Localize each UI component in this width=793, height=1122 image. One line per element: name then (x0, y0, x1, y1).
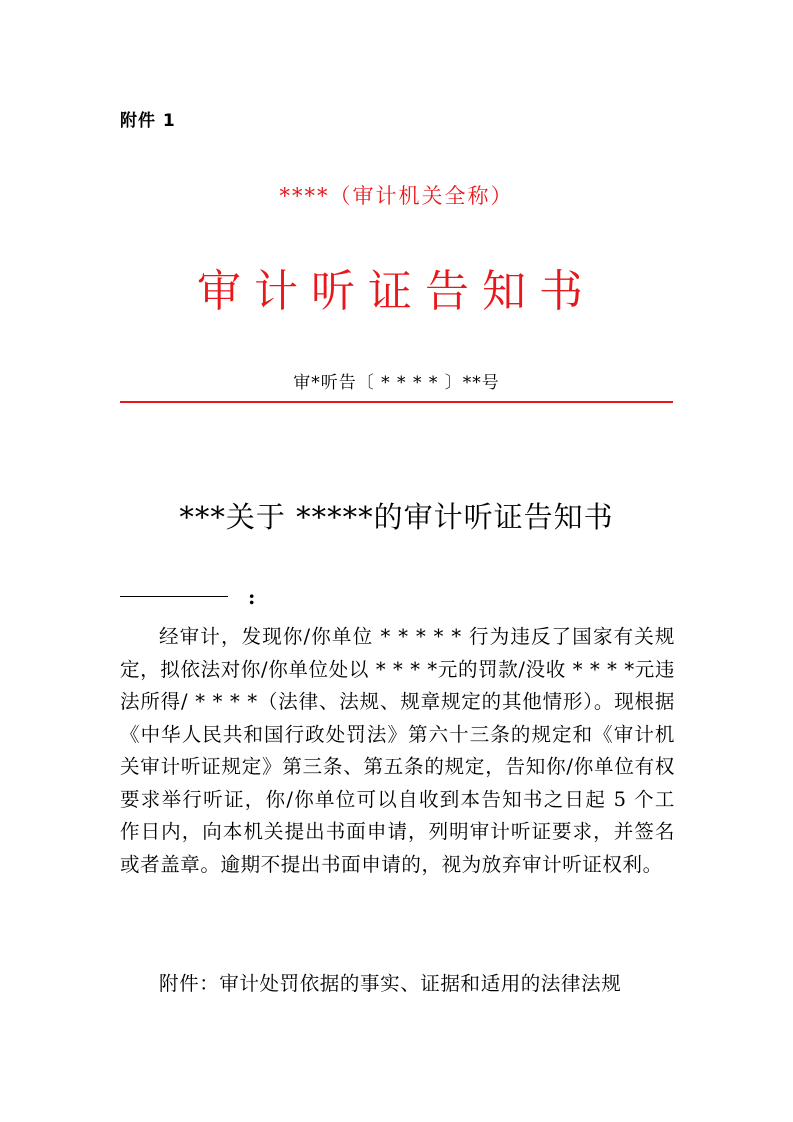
notice-body-paragraph: 经审计，发现你/你单位 * * * * * 行为违反了国家有关规定，拟依法对你/你单位处以 * * * *元的罚款/没收 * * * *元违法所得/ * * * *（法律、法规、规章规定的其他情形）。现根据《中华人民共和国行政处罚法》第六十三条的规定和《审计机关审计听证规定》第三条、第五条的规定，告知你/你单位有权要求举行听证，你/你单位可以自收到本告知书之日起 5 个工作日内，向本机关提出书面申请，列明审计听证要求，并签名或者盖章。逾期不提出书面申请的，视为放弃审计听证权利。 (120, 625, 675, 876)
addressee-colon: : (248, 585, 256, 609)
issuing-authority-name: ****（审计机关全称） (279, 184, 514, 208)
document-title: 审计听证告知书 (197, 266, 596, 317)
notice-heading: ***关于 *****的审计听证告知书 (179, 500, 614, 534)
addressee (120, 585, 270, 609)
addressee-blank-line (120, 596, 228, 597)
attachment-note: 附件：审计处罚依据的事实、证据和适用的法律法规 (159, 972, 622, 995)
attachment-label: 附件 1 (120, 111, 176, 131)
red-divider-line (120, 401, 673, 403)
document-number: 审*听告〔 * * * * 〕**号 (293, 373, 500, 393)
